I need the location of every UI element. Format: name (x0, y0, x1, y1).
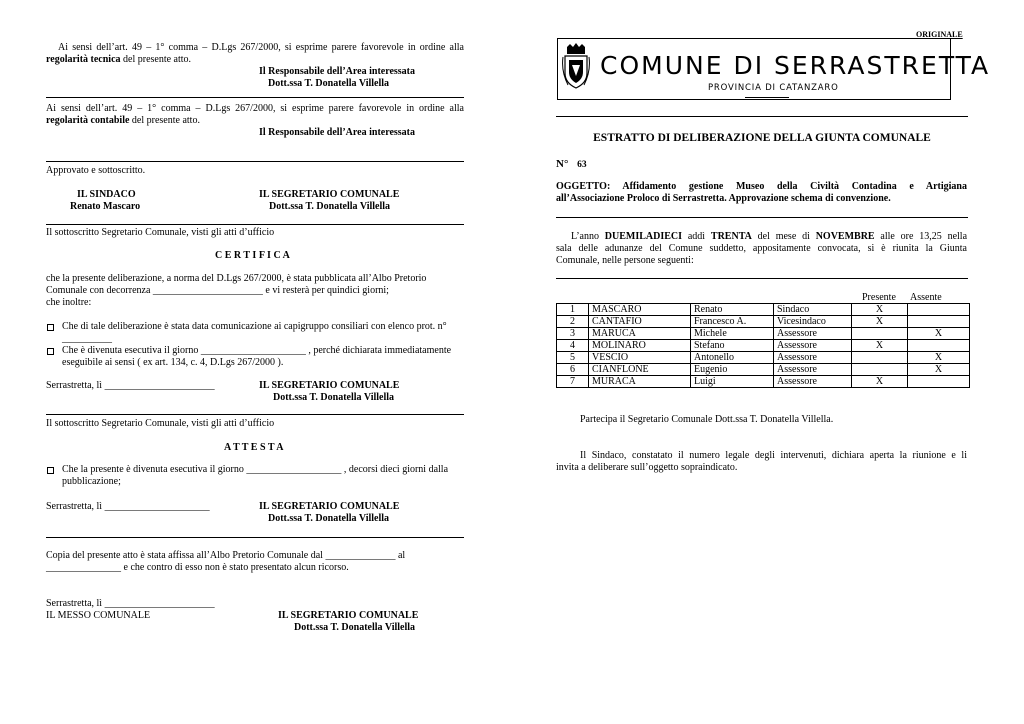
member-ruolo-cell: Vicesindaco (774, 316, 852, 328)
table-row (557, 316, 970, 328)
member-presente-cell: X (852, 316, 908, 328)
divider (556, 116, 968, 117)
table-row (557, 376, 970, 388)
member-nome-cell: Eugenio (691, 364, 774, 376)
originale-label: ORIGINALE (916, 30, 963, 39)
certifica-text-2: Comunale con decorrenza ______________________ e vi resterà per quindici giorni; (46, 285, 389, 296)
numero-value: 63 (577, 160, 587, 170)
assente-header: Assente (910, 292, 942, 303)
bullet-esecutiva: Che è divenuta esecutiva il giorno _____________________ , perché dichiarata immediatamente (62, 345, 452, 356)
parere-tecnico-end: del presente atto. (123, 54, 192, 65)
sindaco-text-1: Il Sindaco, constatato il numero legale degli intervenuti, dichiara aperta la riunione e li (580, 450, 967, 461)
members-table (556, 303, 970, 388)
member-ruolo-cell: Assessore (774, 352, 852, 364)
member-n-cell: 5 (557, 352, 589, 364)
certifica-text-3: che inoltre: (46, 297, 92, 308)
provincia-subtitle: PROVINCIA DI CATANZARO (708, 83, 839, 93)
messo-comunale: IL MESSO COMUNALE (46, 610, 151, 621)
table-row (557, 364, 970, 376)
segretario-name-2: Dott.ssa T. Donatella Villella (273, 392, 395, 403)
member-ruolo-cell: Sindaco (774, 304, 852, 316)
bullet-comunicazione-prot: __________ (62, 333, 112, 344)
comunale-line: Comunale, nelle persone seguenti: (556, 255, 694, 266)
divider (46, 414, 464, 415)
sottoscritto-text-2: Il sottoscritto Segretario Comunale, visti gli atti d’ufficio (46, 418, 275, 429)
segretario-title-4: IL SEGRETARIO COMUNALE (278, 610, 419, 621)
bullet-esecutiva-text: eseguibile ai sensi ( ex art. 134, c. 4, D.Lgs 267/2000 ). (62, 357, 284, 368)
anno-bold: DUEMILADIECI (604, 231, 683, 242)
segretario-name-3: Dott.ssa T. Donatella Villella (268, 513, 390, 524)
segretario-title-3: IL SEGRETARIO COMUNALE (259, 501, 400, 512)
divider (46, 97, 464, 98)
member-n-cell: 1 (557, 304, 589, 316)
member-cognome-cell: MASCARO (589, 304, 691, 316)
member-nome-cell: Renato (691, 304, 774, 316)
table-row (557, 304, 970, 316)
bullet-comunicazione: Che di tale deliberazione è stata data comunicazione ai capigruppo consiliari con elenco prot. n° (62, 321, 447, 332)
member-presente-cell (852, 364, 908, 376)
divider (556, 278, 968, 279)
regolarita-contabile: regolarità contabile (46, 115, 130, 126)
anno-line (571, 231, 967, 243)
member-cognome-cell: VESCIO (589, 352, 691, 364)
parere-tecnico (46, 42, 464, 66)
checkbox-icon (47, 348, 54, 355)
bullet-attesta-text: pubblicazione; (62, 476, 121, 487)
member-assente-cell: X (908, 364, 970, 376)
member-assente-cell: X (908, 328, 970, 340)
addi-text: addì (687, 231, 706, 242)
attesta-heading: A T T E S T A (224, 442, 284, 453)
partecipa-text: Partecipa il Segretario Comunale Dott.ssa T. Donatella Villella. (580, 414, 834, 425)
sindaco-text-2: invita a deliberare sull’oggetto sopraindicato. (556, 462, 738, 473)
member-ruolo-cell: Assessore (774, 328, 852, 340)
member-cognome-cell: CIANFLONE (589, 364, 691, 376)
ore-text: alle ore 13,25 nella (880, 231, 968, 242)
approvato-text: Approvato e sottoscritto. (46, 165, 146, 176)
numero-delibera (556, 158, 587, 171)
regolarita-tecnica: regolarità tecnica (46, 54, 121, 65)
member-presente-cell: X (852, 376, 908, 388)
sala-line: sala delle adunanze del Comune suddetto, appositamente convocata, si è riunita la Giunta (556, 243, 967, 254)
estratto-heading: ESTRATTO DI DELIBERAZIONE DELLA GIUNTA COMUNALE (593, 132, 931, 144)
divider (556, 217, 968, 218)
checkbox-icon (47, 324, 54, 331)
member-cognome-cell: MURACA (589, 376, 691, 388)
oggetto-text-2: all’Associazione Proloco di Serrastretta. Approvazione schema di convenzione. (556, 193, 891, 204)
segretario-name-4: Dott.ssa T. Donatella Villella (294, 622, 416, 633)
segretario-name: Dott.ssa T. Donatella Villella (269, 201, 391, 212)
member-n-cell: 4 (557, 340, 589, 352)
divider (46, 537, 464, 538)
mese-pre: del mese di (757, 231, 810, 242)
member-ruolo-cell: Assessore (774, 364, 852, 376)
divider (46, 161, 464, 162)
divider (46, 224, 464, 225)
numero-label: N° (556, 158, 569, 170)
oggetto-label: OGGETTO: (556, 181, 611, 192)
member-assente-cell (908, 304, 970, 316)
parere-contabile-end: del presente atto. (131, 115, 200, 126)
presente-header: Presente (862, 292, 896, 303)
member-assente-cell (908, 340, 970, 352)
parere-contabile-text: Ai sensi dell’art. 49 – 1° comma – D.Lgs 267/2000, si esprime parere favorevole in ordine alla (46, 103, 464, 114)
copia-text-1: Copia del presente atto è stata affissa all’Albo Pretorio Comunale dal ______________ al (46, 550, 406, 561)
member-nome-cell: Antonello (691, 352, 774, 364)
responsabile-area-name: Dott.ssa T. Donatella Villella (268, 78, 390, 89)
giorno-bold: TRENTA (710, 231, 752, 242)
sindaco-name: Renato Mascaro (70, 201, 141, 212)
member-cognome-cell: MOLINARO (589, 340, 691, 352)
member-nome-cell: Luigi (691, 376, 774, 388)
member-ruolo-cell: Assessore (774, 376, 852, 388)
comune-title: COMUNE DI SERRASTRETTA (600, 51, 991, 80)
member-presente-cell: X (852, 304, 908, 316)
parere-tecnico-text: Ai sensi dell’art. 49 – 1° comma – D.Lgs 267/2000, si esprime parere favorevole in ordine alla (58, 42, 464, 53)
luogo-data-2: Serrastretta, lì _____________________ (46, 501, 210, 512)
segretario-title: IL SEGRETARIO COMUNALE (259, 189, 400, 200)
certifica-heading: C E R T I F I C A (215, 250, 290, 261)
responsabile-area-label: Il Responsabile dell’Area interessata (259, 66, 416, 77)
member-presente-cell (852, 352, 908, 364)
oggetto-line-1 (556, 181, 967, 193)
certifica-text-1: che la presente deliberazione, a norma del D.Lgs 267/2000, è stata pubblicata all’Albo Pretorio (46, 273, 427, 284)
member-presente-cell: X (852, 340, 908, 352)
member-assente-cell (908, 376, 970, 388)
segretario-title-2: IL SEGRETARIO COMUNALE (259, 380, 400, 391)
bullet-attesta: Che la presente è divenuta esecutiva il giorno ___________________ , decorsi dieci giorni dalla (62, 464, 449, 475)
luogo-data-3: Serrastretta, lì ______________________ (46, 598, 215, 609)
luogo-data-1: Serrastretta, lì ______________________ (46, 380, 215, 391)
table-row (557, 340, 970, 352)
member-n-cell: 7 (557, 376, 589, 388)
member-n-cell: 6 (557, 364, 589, 376)
member-presente-cell (852, 328, 908, 340)
checkbox-icon (47, 467, 54, 474)
oggetto-text-1: Affidamento gestione Museo della Civiltà Contadina e Artigiana (622, 181, 967, 192)
copia-text-2: _______________ e che contro di esso non è stato presentato alcun ricorso. (46, 562, 349, 573)
sottoscritto-text: Il sottoscritto Segretario Comunale, visti gli atti d’ufficio (46, 227, 275, 238)
coat-of-arms-icon (561, 43, 591, 91)
parere-contabile (46, 103, 464, 127)
responsabile-area-label-2: Il Responsabile dell’Area interessata (259, 127, 416, 138)
table-row (557, 328, 970, 340)
table-row (557, 352, 970, 364)
member-assente-cell (908, 316, 970, 328)
sindaco-title: IL SINDACO (77, 189, 136, 200)
member-ruolo-cell: Assessore (774, 340, 852, 352)
divider (745, 97, 789, 98)
member-n-cell: 3 (557, 328, 589, 340)
member-cognome-cell: CANTAFIO (589, 316, 691, 328)
member-cognome-cell: MARUCA (589, 328, 691, 340)
member-n-cell: 2 (557, 316, 589, 328)
anno-pre: L’anno (571, 231, 599, 242)
member-nome-cell: Francesco A. (691, 316, 774, 328)
member-nome-cell: Michele (691, 328, 774, 340)
member-assente-cell: X (908, 352, 970, 364)
member-nome-cell: Stefano (691, 340, 774, 352)
mese-bold: NOVEMBRE (815, 231, 875, 242)
